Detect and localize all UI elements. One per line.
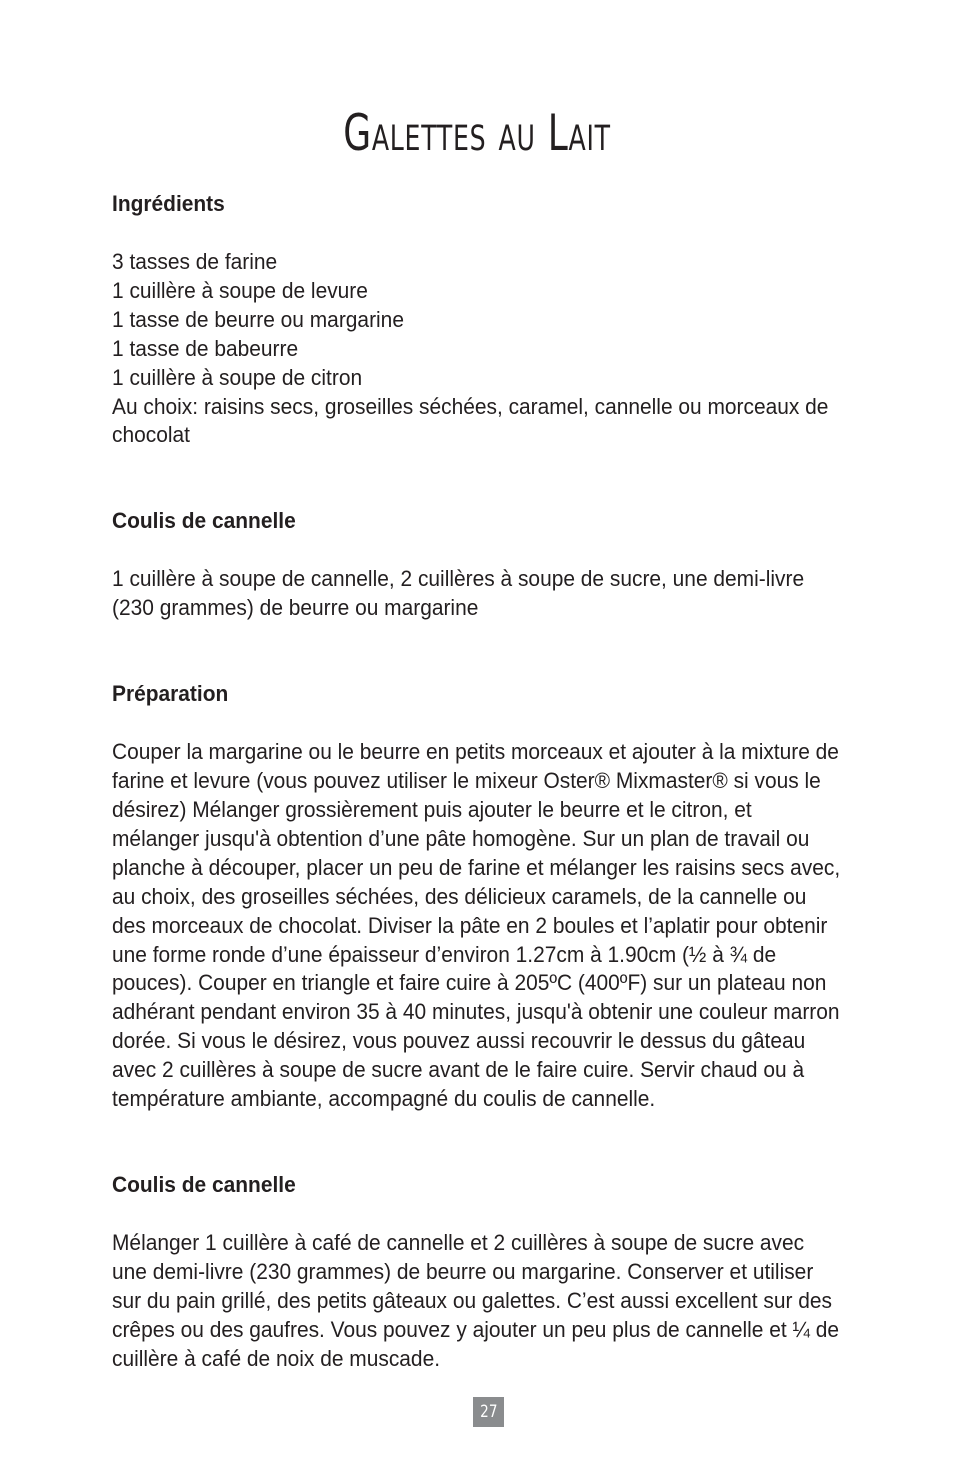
page-number-badge <box>473 1397 504 1427</box>
ingredients-section <box>112 190 872 450</box>
preparation-line: planche à découper, placer un peu de farine et mélanger les raisins secs avec, <box>112 854 841 880</box>
ingredient-line: 1 tasse de beurre ou margarine <box>112 306 404 332</box>
coulis-line: (230 grammes) de beurre ou margarine <box>112 595 479 621</box>
coulis-line: 1 cuillère à soupe de cannelle, 2 cuillères à soupe de sucre, une demi-livre <box>112 566 805 592</box>
coulis-line: cuillère à café de noix de muscade. <box>112 1345 441 1371</box>
coulis-line: Mélanger 1 cuillère à café de cannelle et 2 cuillères à soupe de sucre avec <box>112 1229 805 1255</box>
page-title: Galettes au Lait <box>343 104 611 162</box>
preparation-line: dorée. Si vous le désirez, vous pouvez aussi recouvrir le dessus du gâteau <box>112 1028 806 1054</box>
coulis-heading-2: Coulis de cannelle <box>112 1171 296 1197</box>
preparation-line: des morceaux de chocolat. Diviser la pâte en 2 boules et l’aplatir pour obtenir <box>112 912 828 938</box>
preparation-line: mélanger jusqu'à obtention d’une pâte homogène. Sur un plan de travail ou <box>112 825 810 851</box>
coulis-section-2 <box>112 1171 872 1374</box>
preparation-line: farine et levure (vous pouvez utiliser le mixeur Oster® Mixmaster® si vous le <box>112 768 821 794</box>
ingredient-line: 3 tasses de farine <box>112 249 278 274</box>
page-number: 27 <box>479 1402 498 1422</box>
ingredient-line: chocolat <box>112 422 190 448</box>
ingredient-line: 1 tasse de babeurre <box>112 335 299 361</box>
preparation-line: avec 2 cuillères à soupe de sucre avant de le faire cuire. Servir chaud ou à <box>112 1057 805 1083</box>
preparation-line: adhérant pendant environ 35 à 40 minutes, jusqu'à obtenir une couleur marron <box>112 999 840 1025</box>
preparation-heading: Préparation <box>112 681 229 707</box>
coulis-line: sur du pain grillé, des petits gâteaux ou galettes. C’est aussi excellent sur des <box>112 1287 832 1313</box>
ingredient-line: Au choix: raisins secs, groseilles séchées, caramel, cannelle ou morceaux de <box>112 393 829 419</box>
ingredient-line: 1 cuillère à soupe de levure <box>112 277 368 303</box>
coulis-line: crêpes ou des gaufres. Vous pouvez y ajouter un peu plus de cannelle et ¼ de <box>112 1316 840 1342</box>
preparation-line: pouces). Couper en triangle et faire cuire à 205ºC (400ºF) sur un plateau non <box>112 970 827 996</box>
preparation-line: au choix, des groseilles séchées, des délicieux caramels, de la cannelle ou <box>112 883 807 909</box>
preparation-line: température ambiante, accompagné du coulis de cannelle. <box>112 1086 656 1112</box>
preparation-line: Couper la margarine ou le beurre en petits morceaux et ajouter à la mixture de <box>112 739 839 765</box>
ingredient-line: 1 cuillère à soupe de citron <box>112 364 363 390</box>
preparation-line: désirez) Mélanger grossièrement puis ajouter le beurre et le citron, et <box>112 796 752 822</box>
preparation-section <box>112 680 872 1114</box>
ingredients-heading: Ingrédients <box>112 191 225 216</box>
recipe-content <box>112 190 872 1373</box>
coulis-line: une demi-livre (230 grammes) de beurre ou margarine. Conserver et utiliser <box>112 1258 814 1284</box>
coulis-heading-1: Coulis de cannelle <box>112 508 296 534</box>
coulis-section-1 <box>112 507 872 623</box>
preparation-line: une forme ronde d’une épaisseur d’environ 1.27cm à 1.90cm (½ à ¾ de <box>112 941 777 967</box>
